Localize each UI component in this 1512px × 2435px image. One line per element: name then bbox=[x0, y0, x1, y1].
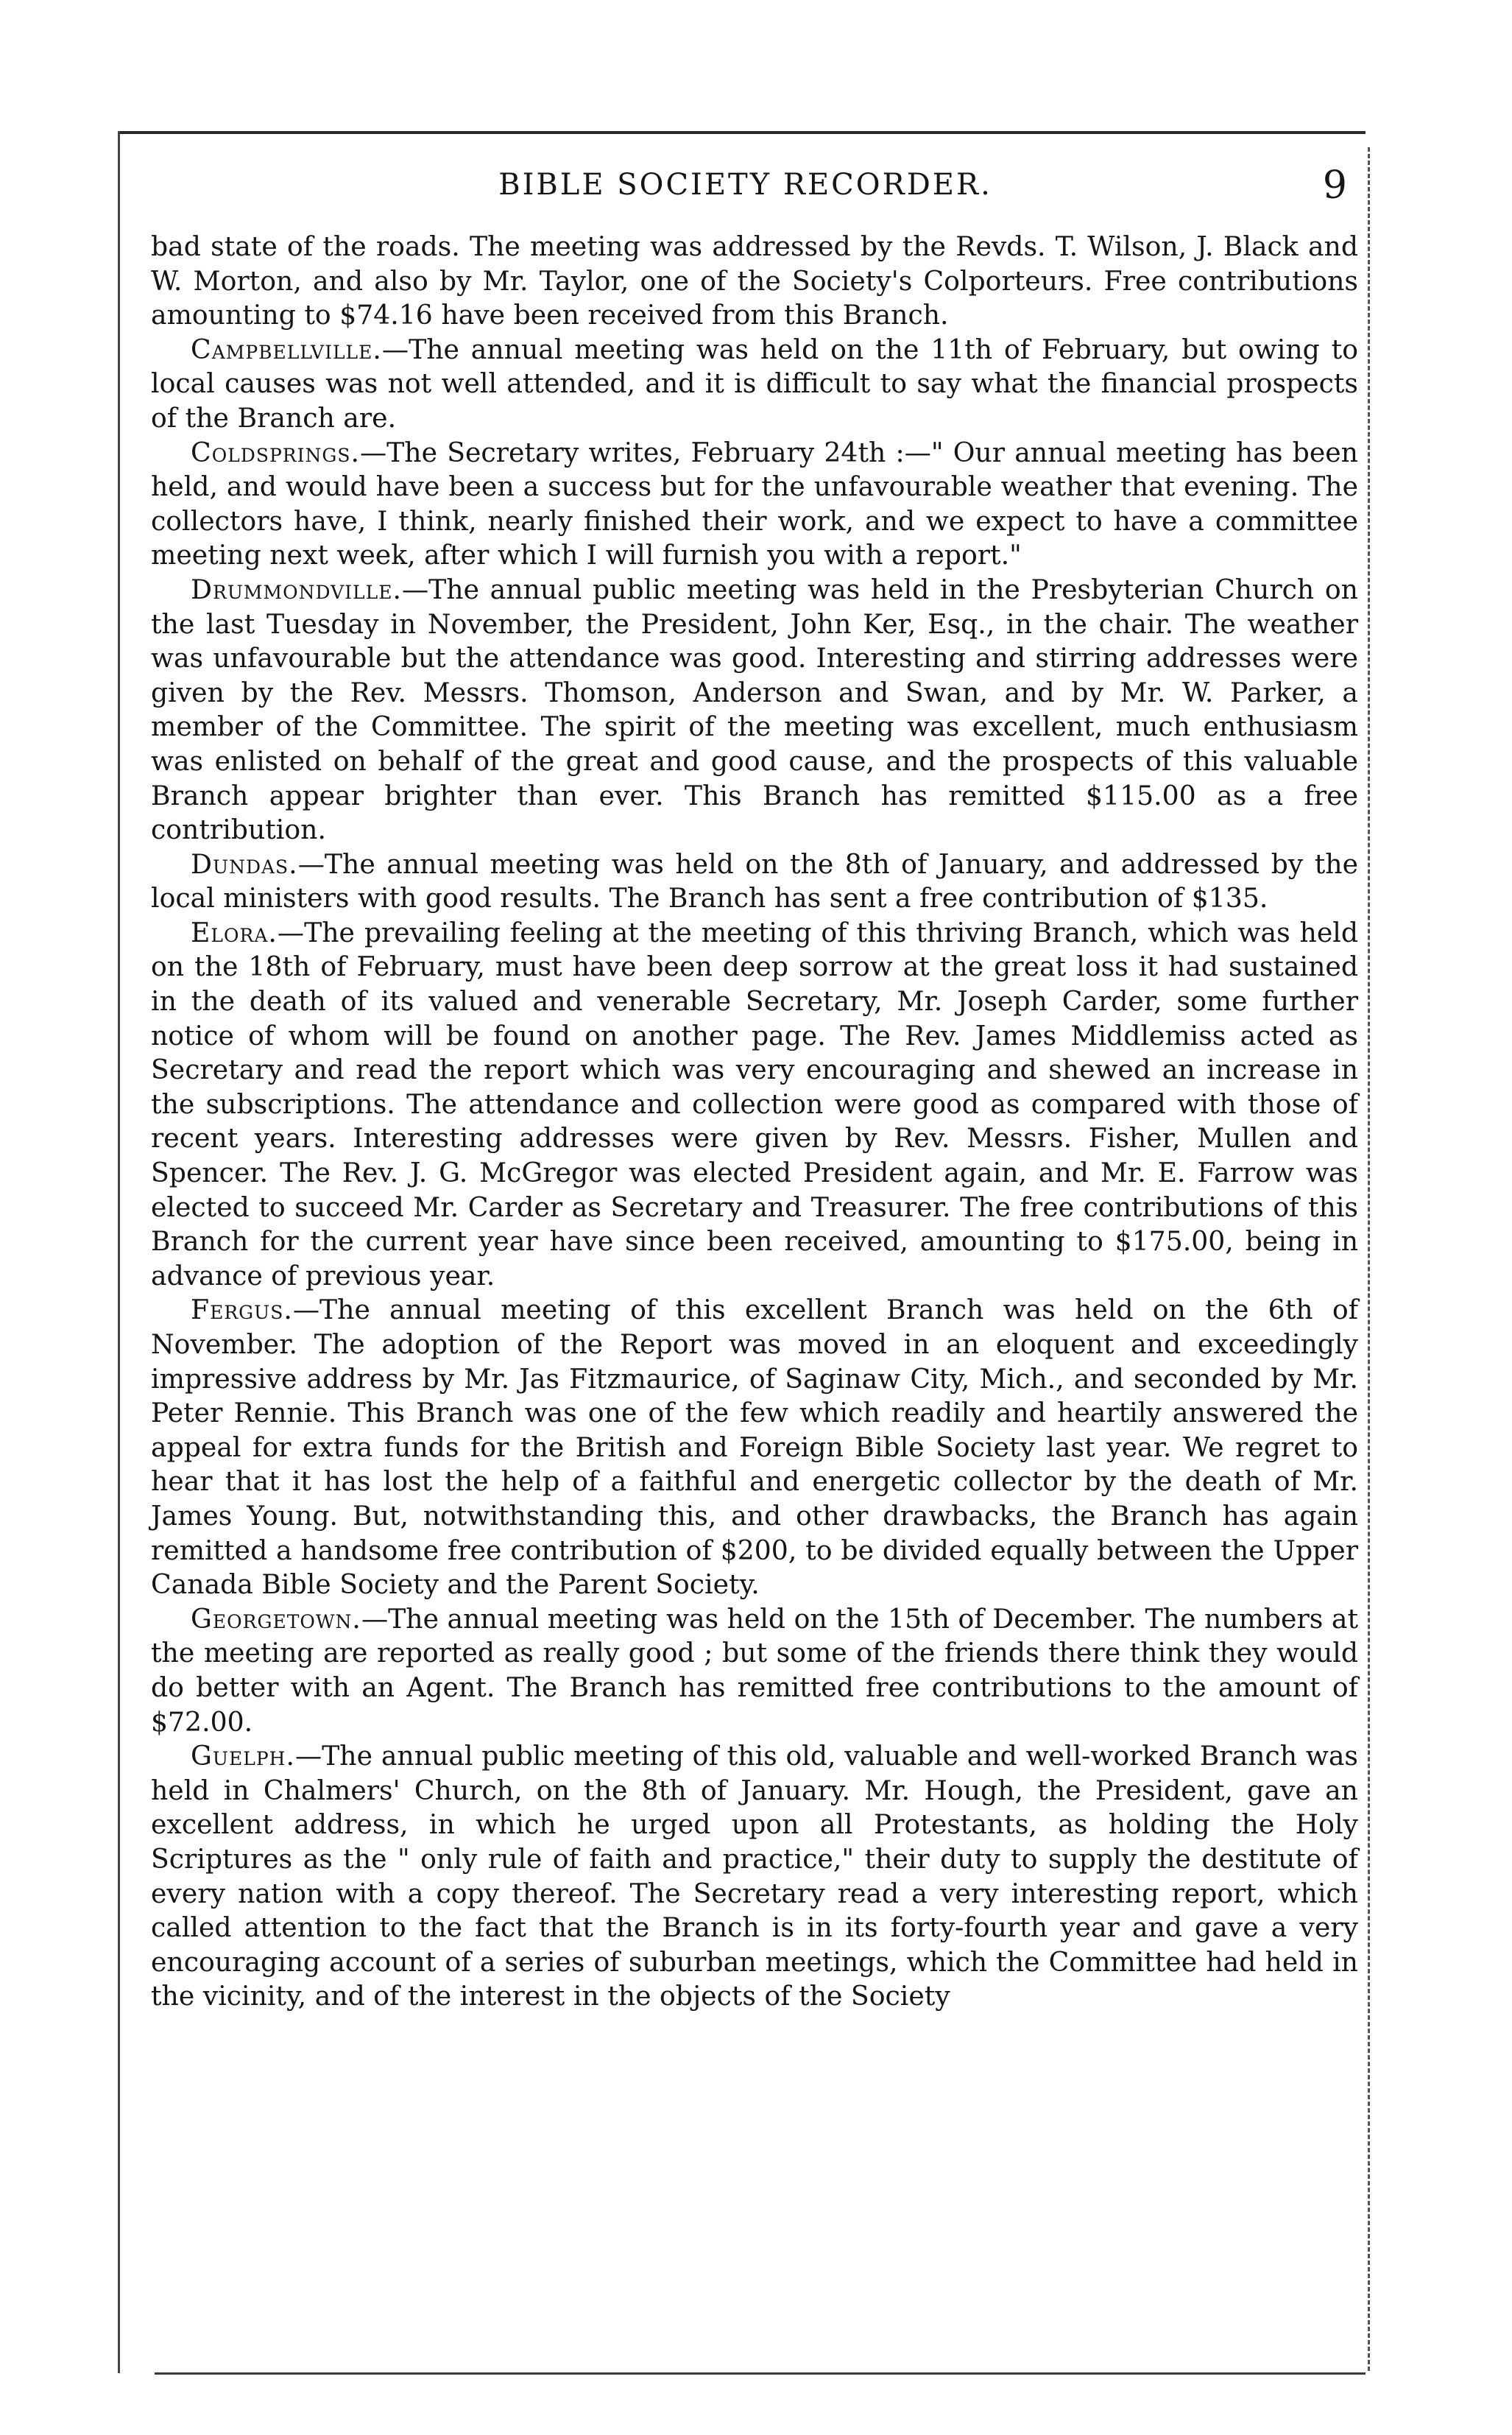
paragraph-text: —The annual meeting was held on the 11th of February, but owing to local causes was not well attended, and it is difficult to say what the financial prospects of the Branch are. bbox=[151, 333, 1358, 434]
paragraph-coldsprings bbox=[151, 436, 1358, 573]
paragraph-text: —The annual meeting was held on the 15th of December. The numbers at the meeting are reported as really good ; but some of the friends there think they would do better with an Agent. The Branch has remitted free contributions to the amount of $72.00. bbox=[151, 1602, 1358, 1738]
paragraph-text: bad state of the roads. The meeting was addressed by the Revds. T. Wilson, J. Black and W. Morton, and also by Mr. Taylor, one of the Society's Colporteurs. Free contributions amounting to $74.16 have been received from this Branch. bbox=[151, 230, 1358, 331]
paragraph-text: —The annual meeting of this excellent Branch was held on the 6th of November. The adoption of the Report was moved in an eloquent and exceedingly impressive address by Mr. Jas Fitzmaurice, of Saginaw City, Mich., and seconded by Mr. Peter Rennie. This Branch was one of the few which readily and heartily answered the appeal for extra funds for the British and Foreign Bible Society last year. We regret to hear that it has lost the help of a faithful and energetic collector by the death of Mr. James Young. But, notwithstanding this, and other drawbacks, the Branch has again remitted a handsome free contribution of $200, to be divided equally between the Upper Canada Bible Society and the Parent Society. bbox=[151, 1294, 1358, 1601]
top-rule bbox=[118, 131, 1366, 134]
article-body bbox=[151, 230, 1358, 2014]
paragraph-continued bbox=[151, 230, 1358, 333]
paragraph-text: —The annual public meeting of this old, valuable and well-worked Branch was held in Chalmers' Church, on the 8th of January. Mr. Hough, the President, gave an excellent address, in which he urged upon all Protestants, as holding the Holy Scriptures as the " only rule of faith and practice," their duty to supply the destitute of every nation with a copy thereof. The Secretary read a very interesting report, which called attention to the fact that the Branch is in its forty-fourth year and gave a very encouraging account of a series of suburban meetings, which the Committee had held in the vicinity, and of the interest in the objects of the Society bbox=[151, 1740, 1358, 2012]
paragraph-text: —The annual public meeting was held in the Presbyterian Church on the last Tuesday in November, the President, John Ker, Esq., in the chair. The weather was unfavourable but the attendance was good. Interesting and stirring addresses were given by the Rev. Messrs. Thomson, Anderson and Swan, and by Mr. W. Parker, a member of the Committee. The spirit of the meeting was excellent, much enthusiasm was enlisted on behalf of the great and good cause, and the prospects of this valuable Branch appear brighter than ever. This Branch has remitted $115.00 as a free contribution. bbox=[151, 573, 1358, 846]
branch-name: Coldsprings. bbox=[191, 436, 360, 468]
paragraph-text: —The Secretary writes, February 24th :—" Our annual meeting has been held, and would have been a success but for the unfavourable weather that evening. The collectors have, I think, nearly finished their work, and we expect to have a committee meeting next week, after which I will furnish you with a report." bbox=[151, 436, 1358, 571]
page-number: 9 bbox=[1322, 163, 1347, 208]
paragraph-campbellville bbox=[151, 333, 1358, 436]
paragraph-elora bbox=[151, 916, 1358, 1294]
branch-name: Elora. bbox=[191, 916, 278, 948]
paragraph-text: —The annual meeting was held on the 8th of January, and addressed by the local ministers with good results. The Branch has sent a free contribution of $135. bbox=[151, 848, 1358, 915]
paragraph-dundas bbox=[151, 848, 1358, 916]
bottom-rule bbox=[155, 2372, 1366, 2375]
branch-name: Guelph. bbox=[191, 1740, 295, 1772]
left-rule bbox=[118, 131, 120, 2373]
paragraph-guelph bbox=[151, 1739, 1358, 2014]
paragraph-fergus bbox=[151, 1293, 1358, 1601]
paragraph-drummondville bbox=[151, 573, 1358, 848]
page-header bbox=[144, 163, 1347, 212]
branch-name: Georgetown. bbox=[191, 1602, 361, 1635]
right-rule bbox=[1368, 147, 1370, 2371]
paragraph-georgetown bbox=[151, 1602, 1358, 1739]
branch-name: Campbellville. bbox=[191, 333, 382, 365]
running-title: BIBLE SOCIETY RECORDER. bbox=[498, 168, 992, 202]
paragraph-text: —The prevailing feeling at the meeting of this thriving Branch, which was held on the 18th of February, must have been deep sorrow at the great loss it had sustained in the death of its valued and venerable Secretary, Mr. Joseph Carder, some further notice of whom will be found on another page. The Rev. James Middlemiss acted as Secretary and read the report which was very encouraging and shewed an increase in the subscriptions. The attendance and collection were good as compared with those of recent years. Interesting addresses were given by Rev. Messrs. Fisher, Mullen and Spencer. The Rev. J. G. McGregor was elected President again, and Mr. E. Farrow was elected to succeed Mr. Carder as Secretary and Treasurer. The free contributions of this Branch for the current year have since been received, amounting to $175.00, being in advance of previous year. bbox=[151, 916, 1358, 1291]
branch-name: Dundas. bbox=[191, 848, 298, 880]
branch-name: Drummondville. bbox=[191, 573, 402, 605]
branch-name: Fergus. bbox=[191, 1294, 293, 1326]
